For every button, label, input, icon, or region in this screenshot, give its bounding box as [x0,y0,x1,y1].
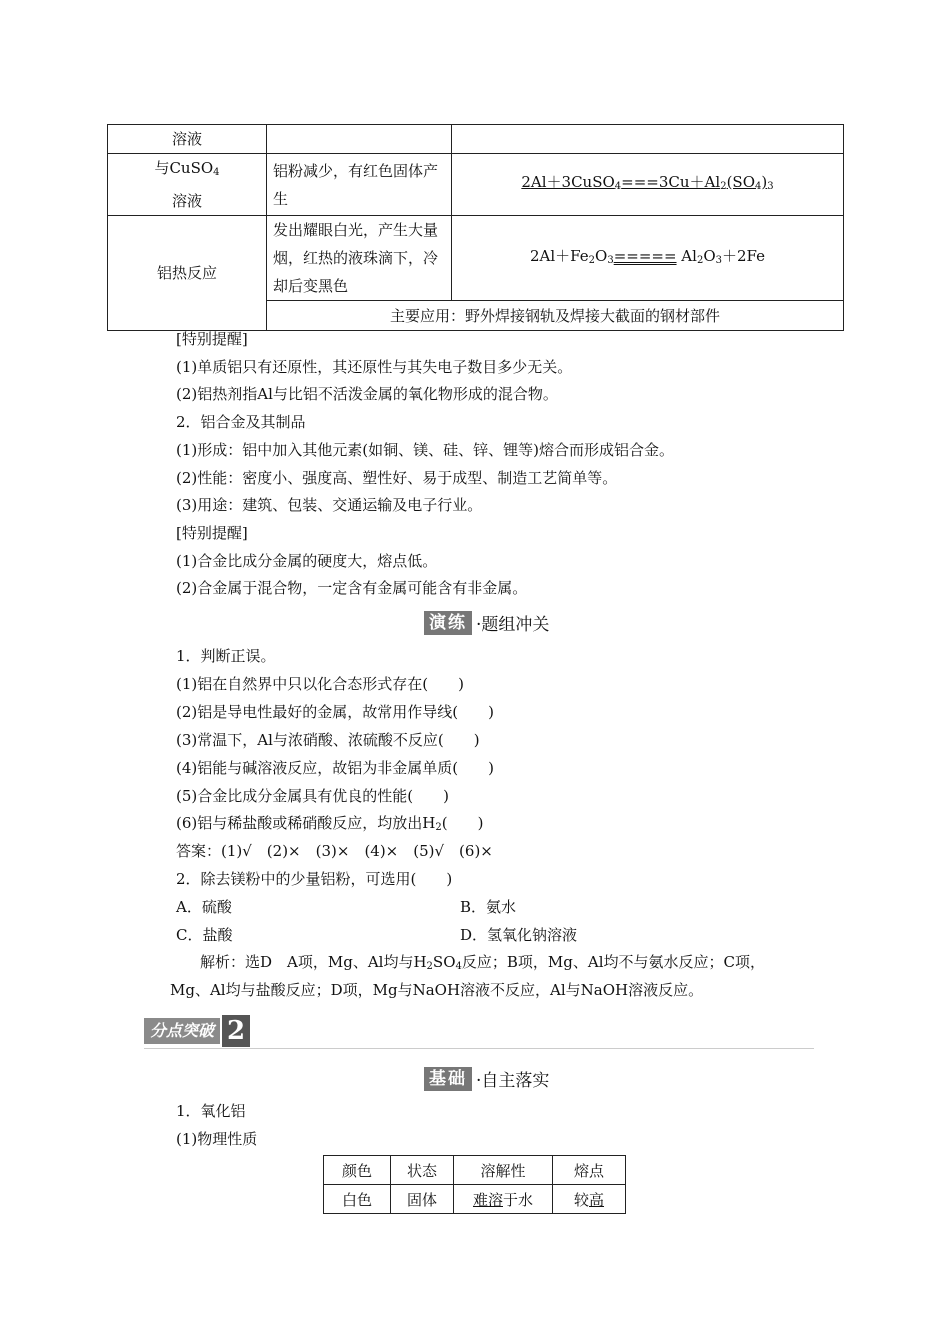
divider [144,1048,814,1049]
value-cell: 难溶于水 [454,1185,553,1214]
quiz-line: (1)铝在自然界中只以化合态形式存在( ) [176,675,464,693]
equation-thermite: $2Al+Fe_2O_3===== Al_2O_3+2Fe$ [452,216,844,301]
option-c: C．盐酸 [176,926,233,944]
text-line: 1．氧化铝 [176,1102,246,1120]
text-line: (1)合金比成分金属的硬度大，熔点低。 [176,552,438,570]
text-line: (2)合金属于混合物，一定含有金属可能含有非金属。 [176,579,528,597]
text-line: 2．铝合金及其制品 [176,413,306,431]
header-cell: 溶解性 [454,1156,553,1185]
analysis-line: 解析：选D A项，Mg、Al均与$H_2SO_4$反应；B项，Mg、Al均不与氨水反应；C项， [200,953,765,972]
cell-phenomenon: 铝粉减少，有红色固体产生 [267,154,452,216]
option-b: B．氨水 [460,898,517,916]
cell-phenomenon: 发出耀眼白光，产生大量烟，红热的液珠滴下，冷却后变黑色 [267,216,452,301]
analysis-line: Mg、Al均与盐酸反应；D项，Mg与NaOH溶液不反应，Al与NaOH溶液反应。 [170,981,704,999]
cell-application: 主要应用：野外焊接钢轨及焊接大截面的钢材部件 [267,301,844,331]
value-cell: 较高 [553,1185,626,1214]
option-a: A．硫酸 [176,898,232,916]
quiz-line: 1．判断正误。 [176,647,276,665]
quiz-line: (4)铝能与碱溶液反应，故铝为非金属单质( ) [176,759,494,777]
text-line: [特别提醒] [176,524,248,542]
cell-phenomenon [267,125,452,154]
header-cell: 状态 [391,1156,454,1185]
text-line: (1)形成：铝中加入其他元素(如铜、镁、硅、锌、锂等)熔合而形成铝合金。 [176,441,674,459]
physical-properties-table [323,1155,626,1214]
banner-practice: 演练 ·题组冲关 [424,610,549,635]
reaction-table [107,124,844,331]
text-line: [特别提醒] [176,330,248,348]
banner-basics: 基础 ·自主落实 [424,1066,549,1091]
cell-substance: 溶液 [108,125,267,154]
answer-line: 答案：(1)√ (2)× (3)× (4)× (5)√ (6)× [176,842,493,860]
text-line: (3)用途：建筑、包装、交通运输及电子行业。 [176,496,483,514]
section-header: 分点突破 2 [144,1015,250,1047]
quiz-line: (2)铝是导电性最好的金属，故常用作导线( ) [176,703,494,721]
equation-cuso4: $2Al+3CuSO_4===3Cu+Al_2(SO_4)_3$ [452,154,844,216]
cell-substance: 与CuSO$_4$ 溶液 [108,154,267,216]
text-line: (1)单质铝只有还原性，其还原性与其失电子数目多少无关。 [176,358,573,376]
cell-substance: 铝热反应 [108,216,267,331]
quiz-line: (6)铝与稀盐酸或稀硝酸反应，均放出$H_2$( ) [176,814,484,833]
text-line: (1)物理性质 [176,1130,258,1148]
cell-equation [452,125,844,154]
quiz-line: (5)合金比成分金属具有优良的性能( ) [176,787,449,805]
value-cell: 固体 [391,1185,454,1214]
option-d: D．氢氧化钠溶液 [460,926,578,944]
text-line: (2)性能：密度小、强度高、塑性好、易于成型、制造工艺简单等。 [176,469,618,487]
header-cell: 熔点 [553,1156,626,1185]
value-cell: 白色 [324,1185,391,1214]
quiz-line: 2．除去镁粉中的少量铝粉，可选用( ) [176,870,453,888]
text-line: (2)铝热剂指Al与比铝不活泼金属的氧化物形成的混合物。 [176,385,558,403]
header-cell: 颜色 [324,1156,391,1185]
quiz-line: (3)常温下，Al与浓硝酸、浓硫酸不反应( ) [176,731,480,749]
